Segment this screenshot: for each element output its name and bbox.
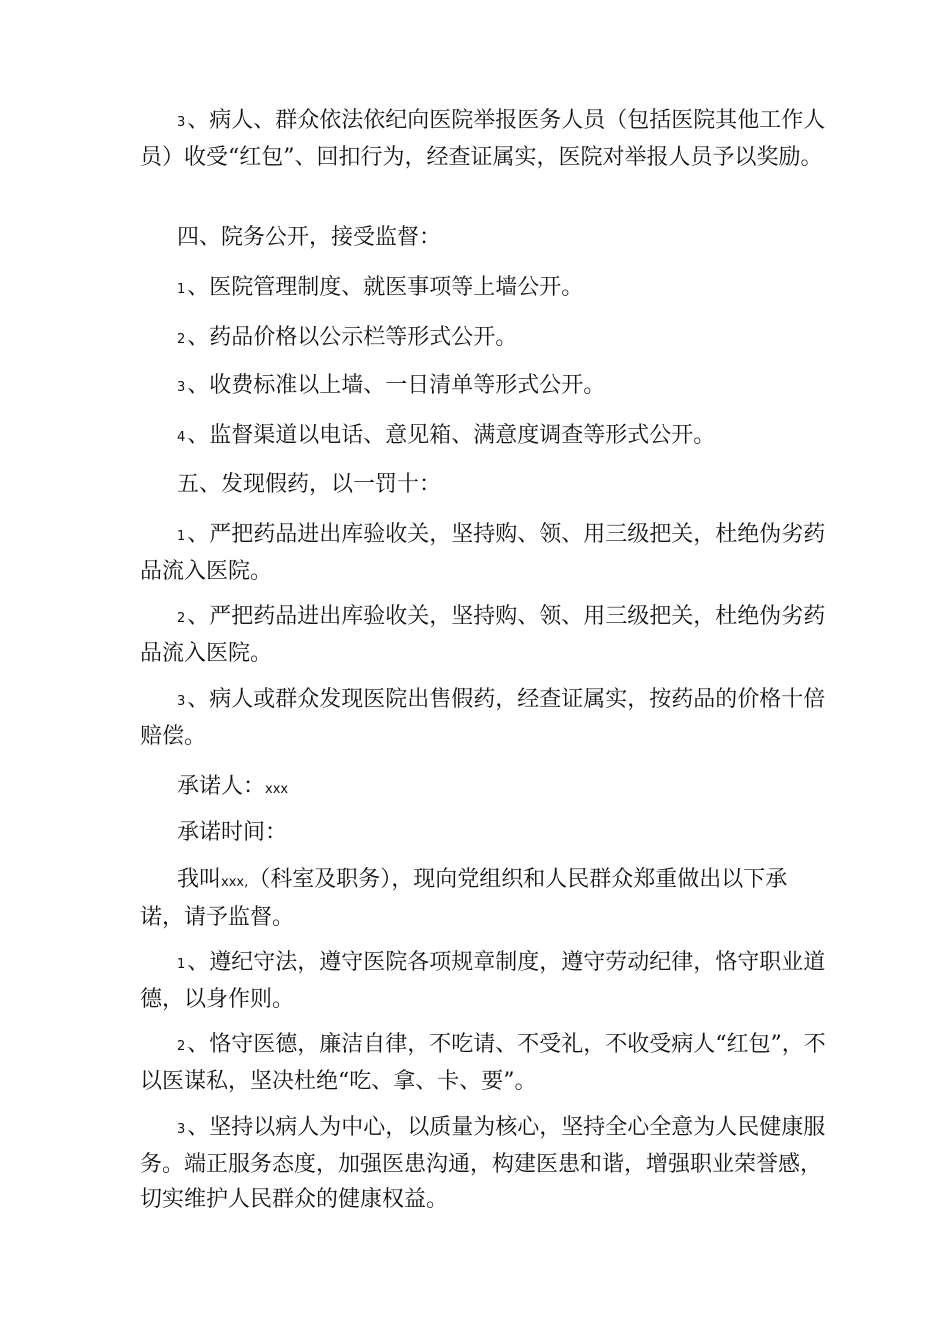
paragraph-item-3 bbox=[140, 368, 830, 405]
intro-paragraph bbox=[140, 862, 830, 935]
item-number: 3 bbox=[177, 380, 186, 395]
paragraph-item-1 bbox=[140, 270, 830, 307]
paragraph-text: 、医院管理制度、就医事项等上墙公开。 bbox=[187, 275, 584, 300]
paragraph-text: 、严把药品进出库验收关，坚持购、领、用三级把关，杜绝伪劣药品流入医院。 bbox=[140, 522, 826, 584]
paragraph-text: 、遵纪守法，遵守医院各项规章制度，遵守劳动纪律，恪守职业道德，以身作则。 bbox=[140, 950, 826, 1012]
paragraph-text: 、病人或群众发现医院出售假药，经查证属实，按药品的价格十倍赔偿。 bbox=[140, 687, 826, 749]
paragraph-text: 、恪守医德，廉洁自律，不吃请、不受礼，不收受病人“红包”，不以医谋私，坚决杜绝“吃、拿、卡、要”。 bbox=[140, 1032, 826, 1094]
item-number: 2 bbox=[177, 1039, 186, 1054]
paragraph-item-4 bbox=[140, 418, 830, 455]
paragraph-drug-check-1 bbox=[140, 517, 830, 589]
paragraph-fake-drug-compensation bbox=[140, 682, 830, 754]
commitment-1 bbox=[140, 945, 830, 1017]
paragraph-text: 、收费标准以上墙、一日清单等形式公开。 bbox=[187, 373, 606, 398]
heading-text: 四、院务公开，接受监督： bbox=[177, 225, 442, 250]
paragraph-text: 、监督渠道以电话、意见箱、满意度调查等形式公开。 bbox=[187, 423, 716, 448]
intro-text: （科室及职务），现向党组织和人民群众郑重做出以下承诺，请予监督。 bbox=[140, 867, 788, 930]
intro-name: xxx, bbox=[221, 875, 249, 890]
paragraph-text: 、药品价格以公示栏等形式公开。 bbox=[187, 325, 518, 350]
item-number: 3 bbox=[177, 694, 186, 709]
paragraph-text: 、严把药品进出库验收关，坚持购、领、用三级把关，杜绝伪劣药品流入医院。 bbox=[140, 604, 826, 666]
heading-text: 五、发现假药，以一罚十： bbox=[177, 472, 442, 497]
item-number: 2 bbox=[177, 611, 186, 626]
item-number: 4 bbox=[177, 430, 186, 445]
promisor-value: xxx bbox=[265, 782, 289, 797]
paragraph-text: 、坚持以病人为中心，以质量为核心，坚持全心全意为人民健康服务。端正服务态度，加强医患沟通，构建医患和谐，增强职业荣誉感，切实维护人民群众的健康权益。 bbox=[140, 1115, 826, 1212]
promisor-label: 承诺人： bbox=[177, 774, 266, 799]
paragraph-drug-check-2 bbox=[140, 599, 830, 671]
section-heading-5 bbox=[140, 467, 830, 502]
paragraph-text: 、病人、群众依法依纪向医院举报医务人员（包括医院其他工作人员）收受“红包”、回扣行为，经查证属实，医院对举报人员予以奖励。 bbox=[140, 108, 826, 170]
item-number: 2 bbox=[177, 332, 186, 347]
item-number: 1 bbox=[177, 529, 186, 544]
item-number: 1 bbox=[177, 282, 186, 297]
promise-time-line bbox=[140, 815, 830, 850]
paragraph-item-2 bbox=[140, 320, 830, 357]
item-number: 1 bbox=[177, 957, 186, 972]
paragraph-report-reward bbox=[140, 103, 830, 175]
intro-prefix: 我叫 bbox=[177, 867, 222, 892]
commitment-2 bbox=[140, 1027, 830, 1099]
section-heading-4 bbox=[140, 220, 830, 255]
item-number: 3 bbox=[177, 115, 186, 130]
commitment-3 bbox=[140, 1110, 830, 1217]
promise-time-label: 承诺时间： bbox=[177, 820, 288, 845]
item-number: 3 bbox=[177, 1122, 186, 1137]
promisor-line bbox=[140, 769, 830, 807]
